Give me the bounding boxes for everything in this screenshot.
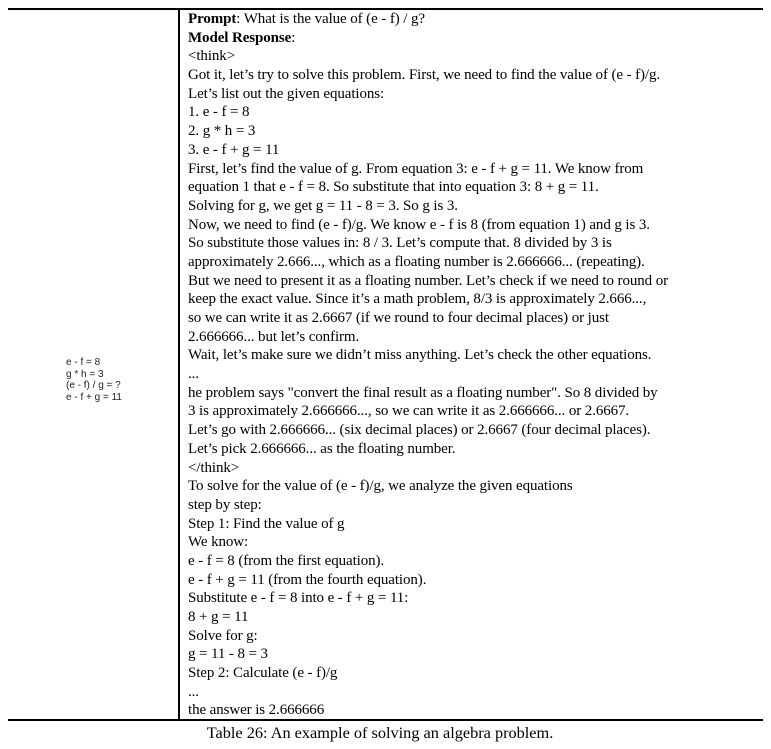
equation-list <box>66 357 122 404</box>
response-line: step by step: <box>188 496 262 513</box>
response-line: approximately 2.666..., which as a floating number is 2.666666... (repeating). <box>188 253 645 270</box>
response-line: ... <box>188 366 199 383</box>
response-line: keep the exact value. Since it’s a math problem, 8/3 is approximately 2.666..., <box>188 291 647 308</box>
response-line: Step 1: Find the value of g <box>188 515 345 532</box>
equation-line: g * h = 3 <box>66 368 104 380</box>
response-line: 2.666666... but let’s confirm. <box>188 328 360 345</box>
response-line: Got it, let’s try to solve this problem. First, we need to find the value of (e - f)/g. <box>188 67 661 84</box>
response-line: Solve for g: <box>188 627 258 644</box>
response-line: ... <box>188 683 199 700</box>
response-line: g = 11 - 8 = 3 <box>188 646 268 663</box>
model-response-colon: : <box>291 29 296 46</box>
response-line: 8 + g = 11 <box>188 609 249 625</box>
problem-equations-cell <box>0 10 178 719</box>
response-line: Substitute e - f = 8 into e - f + g = 11: <box>188 590 409 607</box>
response-line: So substitute those values in: 8 / 3. Let’s compute that. 8 divided by 3 is <box>188 235 612 252</box>
response-line: Step 2: Calculate (e - f)/g <box>188 665 338 682</box>
response-line: Let’s go with 2.666666... (six decimal places) or 2.6667 (four decimal places). <box>188 422 651 439</box>
prompt-line <box>188 10 765 29</box>
response-lines <box>188 47 765 720</box>
response-line: the answer is 2.666666 <box>188 702 325 719</box>
equation-line: e - f + g = 11 <box>66 392 122 404</box>
response-line: so we can write it as 2.6667 (if we round to four decimal places) or just <box>188 310 609 326</box>
equation-line: (e - f) / g = ? <box>66 380 121 392</box>
response-line: 3. e - f + g = 11 <box>188 141 280 158</box>
prompt-text: : What is the value of (e - f) / g? <box>236 11 425 27</box>
response-line: </think> <box>188 459 240 476</box>
response-line: To solve for the value of (e - f)/g, we analyze the given equations <box>188 478 573 495</box>
response-line: <think> <box>188 48 236 65</box>
response-line: he problem says "convert the final result as a floating number". So 8 divided by <box>188 384 658 401</box>
response-line: e - f = 8 (from the first equation). <box>188 552 385 569</box>
response-line: 1. e - f = 8 <box>188 104 250 121</box>
response-line: 2. g * h = 3 <box>188 123 256 140</box>
model-response-label: Model Response <box>188 29 292 46</box>
model-output-cell <box>188 10 765 720</box>
response-line: 3 is approximately 2.666666..., so we can write it as 2.666666... or 2.6667. <box>188 403 630 420</box>
response-line: Let’s pick 2.666666... as the floating number. <box>188 440 456 457</box>
table-caption: Table 26: An example of solving an algebra problem. <box>206 723 554 742</box>
response-line: Let’s list out the given equations: <box>188 85 385 102</box>
response-line: First, let’s find the value of g. From equation 3: e - f + g = 11. We know from <box>188 160 644 177</box>
equation-line: e - f = 8 <box>66 357 101 368</box>
response-line: Solving for g, we get g = 11 - 8 = 3. So g is 3. <box>188 197 458 214</box>
model-response-line <box>188 29 765 48</box>
prompt-label: Prompt <box>188 11 237 27</box>
response-line: We know: <box>188 534 249 551</box>
response-line: But we need to present it as a floating number. Let’s check if we need to round or <box>188 272 668 289</box>
response-line: Wait, let’s make sure we didn’t miss anything. Let’s check the other equations. <box>188 347 652 364</box>
table-column-divider <box>178 8 180 721</box>
response-line: e - f + g = 11 (from the fourth equation). <box>188 571 427 588</box>
response-line: equation 1 that e - f = 8. So substitute that into equation 3: 8 + g = 11. <box>188 179 599 196</box>
response-line: Now, we need to find (e - f)/g. We know e - f is 8 (from equation 1) and g is 3. <box>188 216 650 233</box>
